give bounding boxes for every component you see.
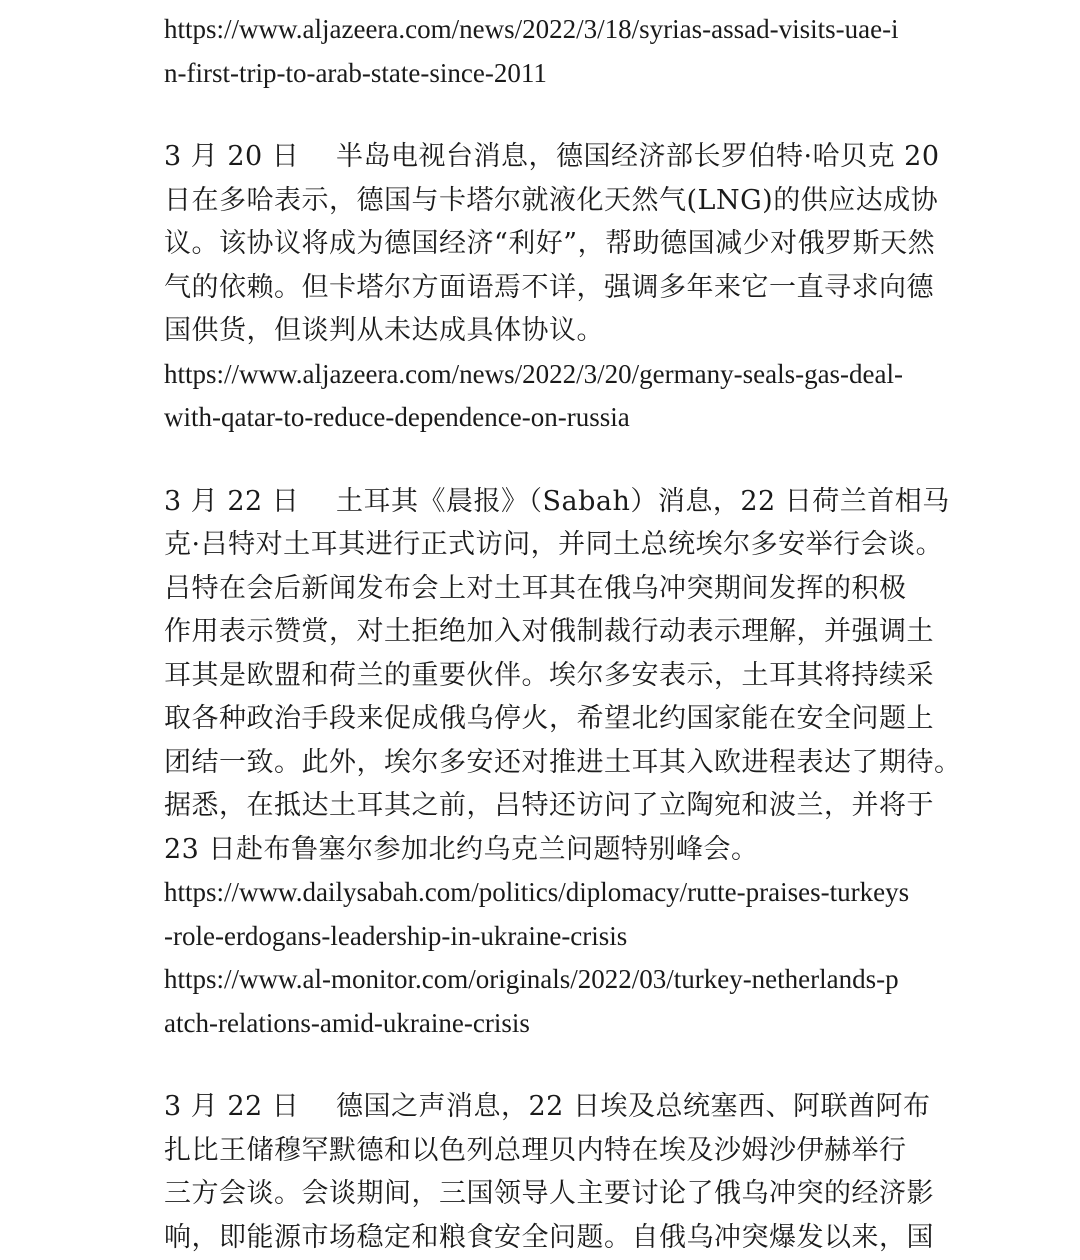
entry-first-line (164, 1085, 931, 1129)
entry-text: 耳其是欧盟和荷兰的重要伙伴。埃尔多安表示，土耳其将持续采 (164, 659, 934, 691)
entry-first-line (164, 480, 950, 524)
entry-text: 取各种政治手段来促成俄乌停火，希望北约国家能在安全问题上 (164, 703, 934, 734)
entry-text: 日在多哈表示，德国与卡塔尔就液化天然气(LNG)的供应达成协 (164, 184, 939, 216)
source-link[interactable]: https://www.aljazeera.com/news/2022/3/18/syrias-assad-visits-uae-i (164, 14, 899, 44)
entry-url-block (164, 8, 924, 95)
news-entry (164, 135, 940, 440)
entry-text: 德国之声消息，22 日埃及总统塞西、阿联酋阿布 (336, 1091, 931, 1122)
entry-first-line (164, 135, 940, 179)
entry-text: 三方会谈。会谈期间，三国领导人主要讨论了俄乌冲突的经济影 (164, 1178, 934, 1209)
source-link[interactable]: with-qatar-to-reduce-dependence-on-russia (164, 402, 630, 432)
entry-text: 23 日赴布鲁塞尔参加北约乌克兰问题特别峰会。 (164, 833, 759, 865)
entry-text: 据悉，在抵达土耳其之前，吕特还访问了立陶宛和波兰，并将于 (164, 790, 934, 821)
entry-date: 3 月 22 日 (164, 485, 300, 517)
entry-text: 克·吕特对土耳其进行正式访问，并同土总统埃尔多安举行会谈。 (164, 529, 944, 560)
entry-text: 国供货，但谈判从未达成具体协议。 (164, 315, 604, 346)
source-link[interactable]: n-first-trip-to-arab-state-since-2011 (164, 57, 547, 88)
entry-text: 吕特在会后新闻发布会上对土耳其在俄乌冲突期间发挥的积极 (164, 572, 907, 604)
source-link[interactable]: -role-erdogans-leadership-in-ukraine-crisis (164, 920, 628, 951)
source-link[interactable]: atch-relations-amid-ukraine-crisis (164, 1007, 530, 1038)
entry-text: 议。该协议将成为德国经济“利好”，帮助德国减少对俄罗斯天然 (164, 228, 936, 259)
entry-date: 3 月 22 日 (164, 1091, 300, 1122)
entry-text: 气的依赖。但卡塔尔方面语焉不详，强调多年来它一直寻求向德 (164, 271, 934, 303)
entry-text: 土耳其《晨报》（Sabah）消息，22 日荷兰首相马 (336, 485, 950, 517)
entry-text: 扎比王储穆罕默德和以色列总理贝内特在埃及沙姆沙伊赫举行 (164, 1134, 907, 1166)
document-page (164, 8, 962, 1259)
source-link[interactable]: https://www.dailysabah.com/politics/diplomacy/rutte-praises-turkeys (164, 877, 910, 907)
entry-text: 响，即能源市场稳定和粮食安全问题。自俄乌冲突爆发以来，国 (164, 1221, 934, 1253)
entry-date: 3 月 20 日 (164, 141, 300, 172)
news-entry (164, 480, 962, 1046)
source-link[interactable]: https://www.aljazeera.com/news/2022/3/20/germany-seals-gas-deal- (164, 358, 904, 389)
entry-text: 半岛电视台消息，德国经济部长罗伯特·哈贝克 20 (336, 141, 940, 172)
entry-text: 团结一致。此外，埃尔多安还对推进土耳其入欧进程表达了期待。 (164, 746, 962, 778)
entry-text: 作用表示赞赏，对土拒绝加入对俄制裁行动表示理解，并强调土 (164, 616, 934, 647)
news-entry (164, 1085, 934, 1259)
source-link[interactable]: https://www.al-monitor.com/originals/2022/03/turkey-netherlands-p (164, 964, 899, 994)
